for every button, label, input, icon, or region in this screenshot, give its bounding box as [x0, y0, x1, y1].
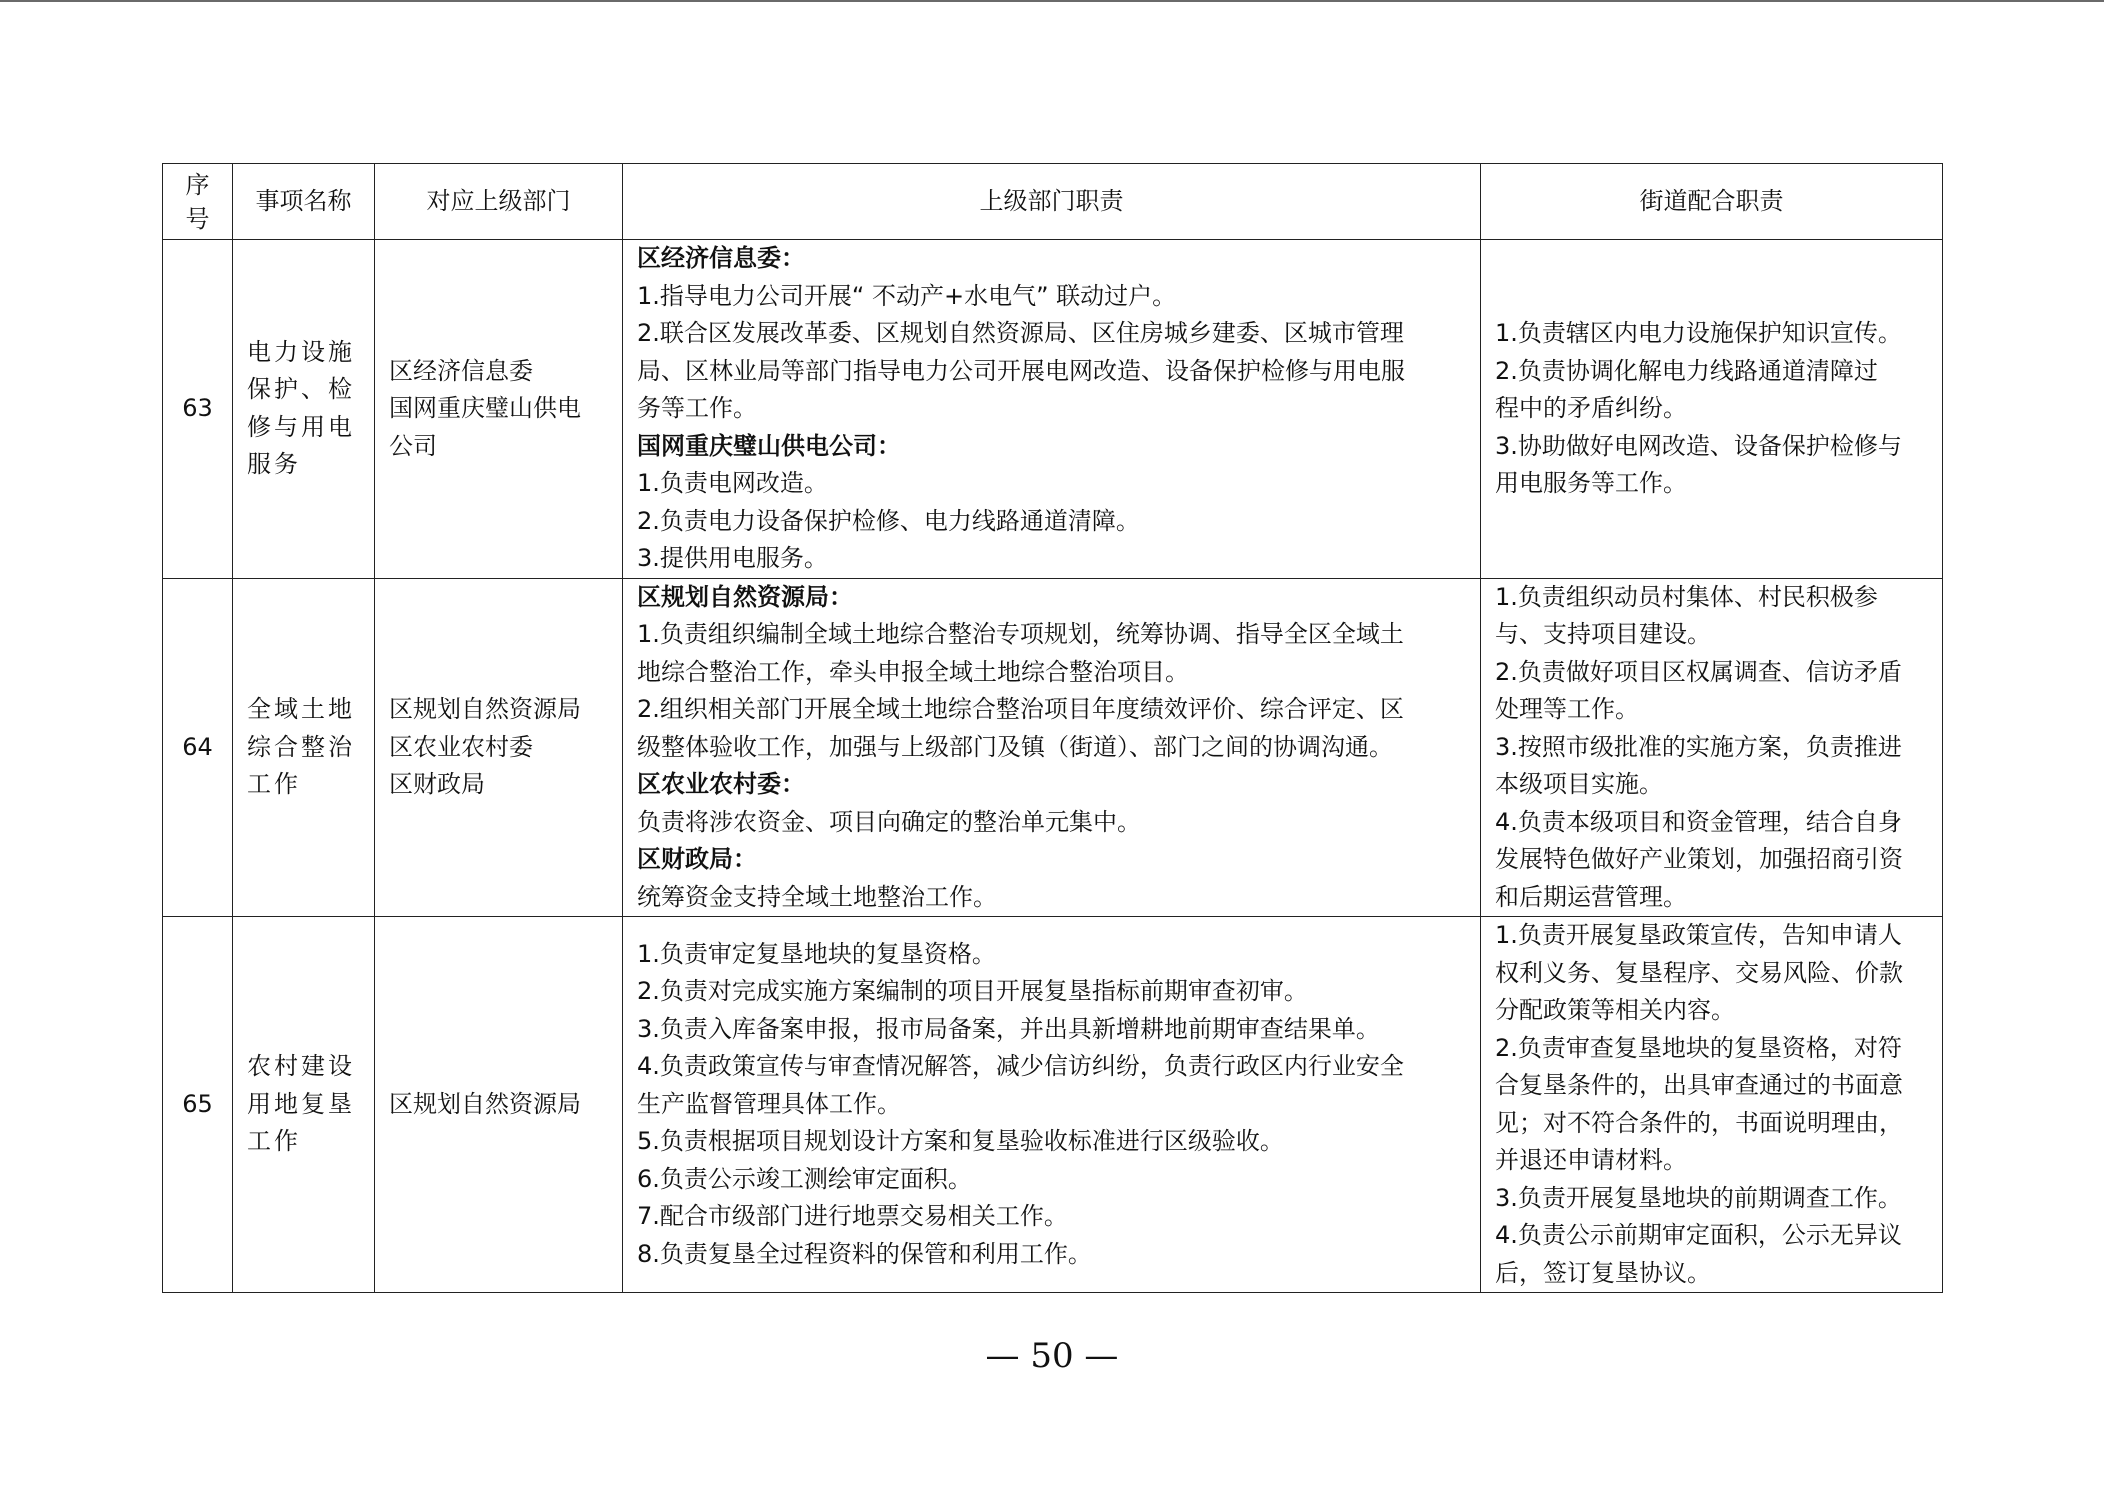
header-seq — [163, 164, 233, 240]
resp-line: 负责将涉农资金、项目向确定的整治单元集中。 — [637, 807, 1141, 836]
street-line: 分配政策等相关内容。 — [1495, 996, 1735, 1024]
table-row — [163, 240, 1943, 579]
cell-resp — [623, 917, 1481, 1293]
page-number: — 50 — — [985, 1336, 1119, 1376]
cell-item-name — [233, 240, 375, 579]
street-line: 权利义务、复垦程序、交易风险、价款 — [1495, 958, 1903, 987]
table-body — [163, 240, 1943, 1293]
dept-line: 区农业农村委 — [389, 732, 533, 761]
item-name-line: 用地复垦 — [247, 1089, 355, 1118]
street-line: 本级项目实施。 — [1495, 770, 1663, 798]
header-seq-line1: 序 — [185, 170, 210, 199]
street-line: 1.负责组织动员村集体、村民积极参 — [1495, 582, 1878, 611]
table-row — [163, 917, 1943, 1293]
header-resp: 上级部门职责 — [623, 164, 1481, 240]
resp-line: 2.负责对完成实施方案编制的项目开展复垦指标前期审查初审。 — [637, 977, 1308, 1006]
cell-dept — [375, 578, 623, 917]
resp-line: 4.负责政策宣传与审查情况解答，减少信访纠纷，负责行政区内行业安全 — [637, 1052, 1404, 1081]
cell-item-name — [233, 917, 375, 1293]
street-line: 1.负责辖区内电力设施保护知识宣传。 — [1495, 319, 1902, 347]
resp-line: 1.负责电网改造。 — [637, 469, 828, 497]
dept-line: 区财政局 — [389, 770, 485, 798]
resp-dept-heading: 国网重庆璧山供电公司： — [637, 431, 901, 460]
item-name-line: 保护、检 — [247, 375, 355, 404]
resp-line: 3.提供用电服务。 — [637, 544, 828, 572]
resp-line: 2.负责电力设备保护检修、电力线路通道清障。 — [637, 506, 1140, 535]
header-dept: 对应上级部门 — [375, 164, 623, 240]
cell-street — [1481, 240, 1943, 579]
street-line: 用电服务等工作。 — [1495, 469, 1687, 497]
table-row — [163, 578, 1943, 917]
resp-line: 1.负责组织编制全域土地综合整治专项规划，统筹协调、指导全区全域土 — [637, 620, 1404, 648]
item-name-line: 修与用电 — [247, 412, 355, 441]
street-line: 后，签订复垦协议。 — [1495, 1258, 1711, 1287]
resp-line: 2.组织相关部门开展全域土地综合整治项目年度绩效评价、综合评定、区 — [637, 695, 1404, 723]
resp-line: 1.负责审定复垦地块的复垦资格。 — [637, 939, 996, 968]
cell-seq: 63 — [163, 240, 233, 579]
street-line: 3.负责开展复垦地块的前期调查工作。 — [1495, 1183, 1902, 1212]
street-line: 4.负责本级项目和资金管理，结合自身 — [1495, 807, 1902, 836]
street-line: 1.负责开展复垦政策宣传，告知申请人 — [1495, 921, 1902, 949]
cell-seq: 64 — [163, 578, 233, 917]
resp-line: 生产监督管理具体工作。 — [637, 1089, 901, 1118]
street-line: 3.按照市级批准的实施方案，负责推进 — [1495, 732, 1902, 761]
street-line: 2.负责审查复垦地块的复垦资格，对符 — [1495, 1033, 1902, 1062]
cell-street — [1481, 917, 1943, 1293]
dept-line: 区经济信息委 — [389, 356, 533, 385]
resp-line: 7.配合市级部门进行地票交易相关工作。 — [637, 1202, 1068, 1231]
resp-line: 8.负责复垦全过程资料的保管和利用工作。 — [637, 1239, 1092, 1268]
dept-line: 国网重庆璧山供电 — [389, 394, 581, 422]
street-line: 见；对不符合条件的，书面说明理由， — [1495, 1108, 1903, 1137]
resp-line: 地综合整治工作，牵头申报全域土地综合整治项目。 — [637, 657, 1189, 686]
resp-line: 2.联合区发展改革委、区规划自然资源局、区住房城乡建委、区城市管理 — [637, 319, 1404, 347]
item-name-line: 服务 — [247, 450, 301, 479]
resp-line: 统筹资金支持全域土地整治工作。 — [637, 882, 997, 911]
item-name-line: 全域土地 — [247, 695, 355, 723]
cell-dept — [375, 917, 623, 1293]
street-line: 发展特色做好产业策划，加强招商引资 — [1495, 845, 1903, 873]
street-line: 并退还申请材料。 — [1495, 1146, 1687, 1174]
street-line: 2.负责做好项目区权属调查、信访矛盾 — [1495, 657, 1902, 686]
item-name-line: 电力设施 — [247, 337, 355, 366]
page-top-rule — [0, 0, 2104, 2]
resp-line: 务等工作。 — [637, 394, 757, 422]
dept-line: 区规划自然资源局 — [389, 1089, 581, 1118]
duty-table — [162, 163, 1943, 1293]
resp-line: 1.指导电力公司开展“ 不动产+水电气” 联动过户。 — [637, 281, 1177, 310]
resp-dept-heading: 区财政局： — [637, 845, 757, 873]
cell-item-name — [233, 578, 375, 917]
header-street: 街道配合职责 — [1481, 164, 1943, 240]
cell-resp — [623, 240, 1481, 579]
cell-seq: 65 — [163, 917, 233, 1293]
street-line: 4.负责公示前期审定面积，公示无异议 — [1495, 1221, 1902, 1249]
street-line: 合复垦条件的，出具审查通过的书面意 — [1495, 1071, 1903, 1099]
street-line: 程中的矛盾纠纷。 — [1495, 394, 1687, 422]
table-header-row — [163, 164, 1943, 240]
resp-dept-heading: 区规划自然资源局： — [637, 582, 853, 611]
item-name-line: 综合整治 — [247, 732, 355, 761]
dept-line: 公司 — [389, 431, 437, 460]
resp-dept-heading: 区经济信息委： — [637, 244, 805, 272]
resp-line: 级整体验收工作，加强与上级部门及镇（街道）、部门之间的协调沟通。 — [637, 732, 1393, 761]
dept-line: 区规划自然资源局 — [389, 695, 581, 723]
resp-line: 6.负责公示竣工测绘审定面积。 — [637, 1164, 972, 1193]
street-line: 处理等工作。 — [1495, 695, 1639, 723]
header-seq-line2: 号 — [185, 204, 210, 233]
item-name-line: 工作 — [247, 1127, 301, 1156]
street-line: 3.协助做好电网改造、设备保护检修与 — [1495, 431, 1902, 460]
street-line: 和后期运营管理。 — [1495, 882, 1687, 911]
item-name-line: 工作 — [247, 770, 301, 798]
header-name: 事项名称 — [233, 164, 375, 240]
cell-dept — [375, 240, 623, 579]
cell-resp — [623, 578, 1481, 917]
street-line: 2.负责协调化解电力线路通道清障过 — [1495, 356, 1878, 385]
cell-street — [1481, 578, 1943, 917]
resp-line: 5.负责根据项目规划设计方案和复垦验收标准进行区级验收。 — [637, 1127, 1284, 1156]
resp-dept-heading: 区农业农村委： — [637, 770, 805, 798]
resp-line: 3.负责入库备案申报，报市局备案，并出具新增耕地前期审查结果单。 — [637, 1014, 1380, 1043]
item-name-line: 农村建设 — [247, 1052, 355, 1081]
resp-line: 局、区林业局等部门指导电力公司开展电网改造、设备保护检修与用电服 — [637, 356, 1405, 385]
street-line: 与、支持项目建设。 — [1495, 620, 1711, 648]
